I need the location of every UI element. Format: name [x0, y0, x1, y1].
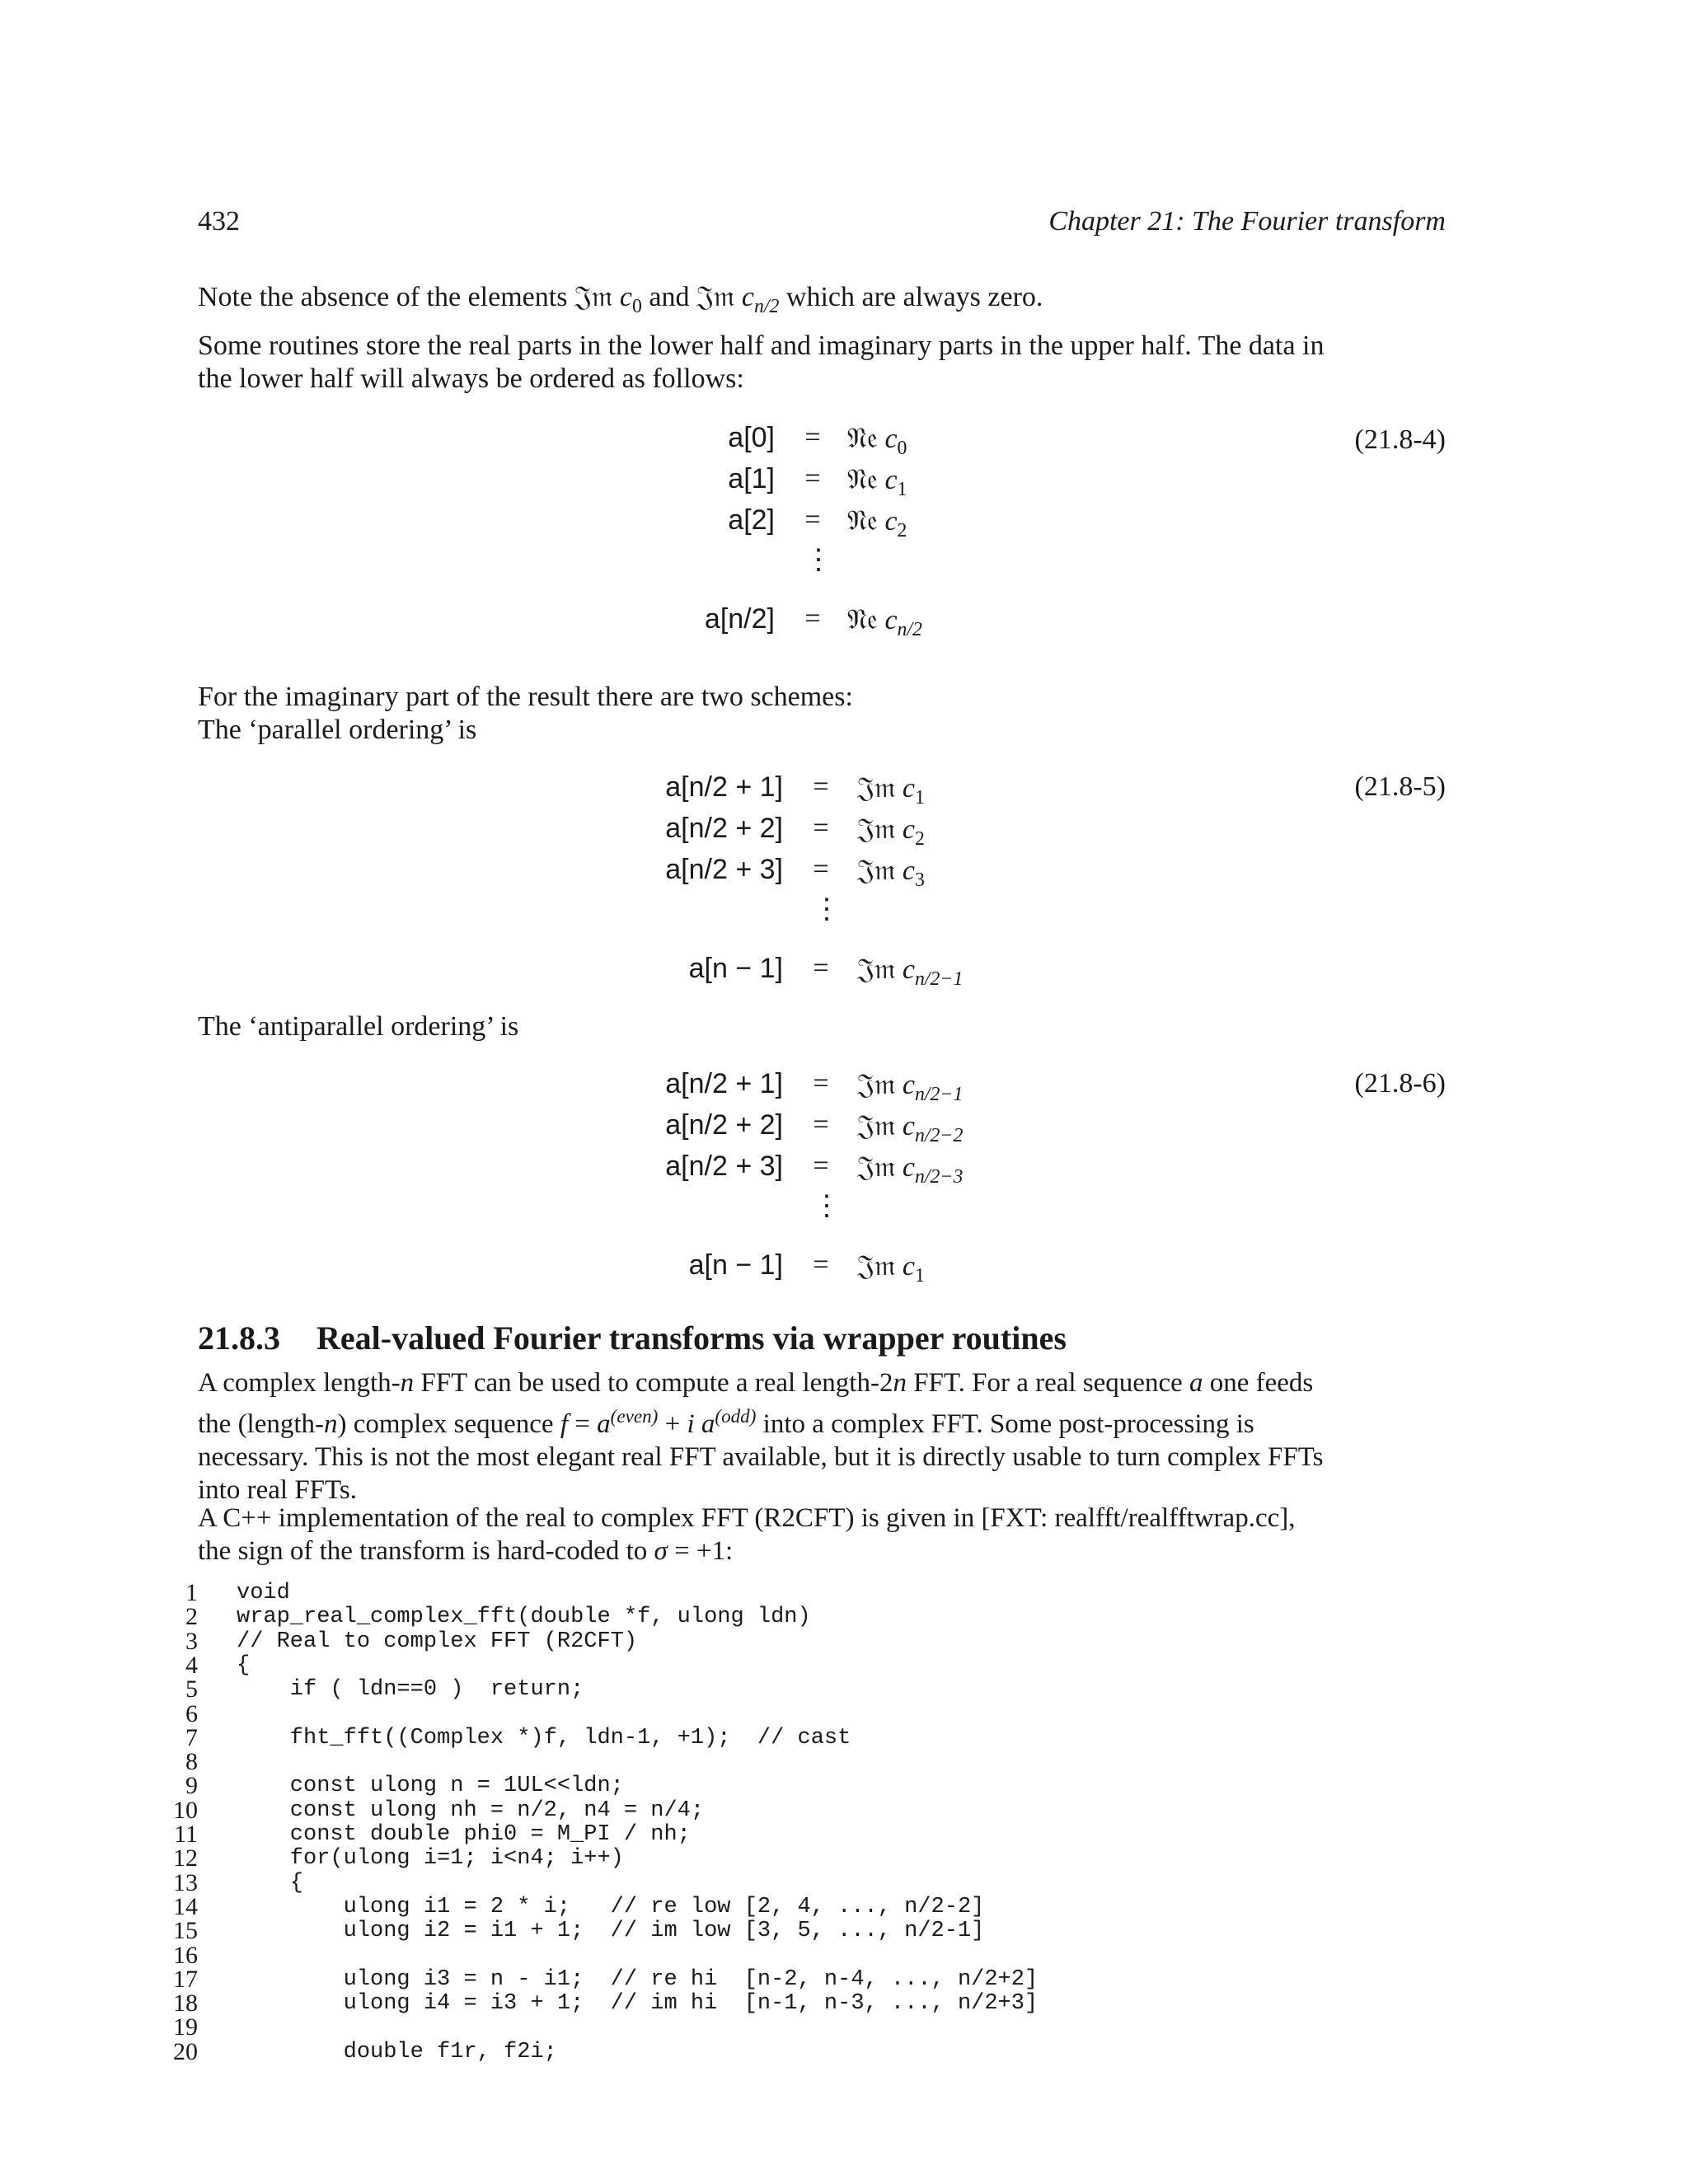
- eq-equals: =: [813, 771, 829, 802]
- vertical-ellipsis: ⋮: [813, 1191, 841, 1221]
- eq-rhs: 𝔍𝔪 $c_{n/2-1}$: [857, 953, 964, 990]
- eq-equals: =: [813, 813, 829, 843]
- eq-rhs: 𝔍𝔪 $c_1$: [857, 1249, 925, 1286]
- eq-rhs: 𝔑𝔢 $c_0$: [847, 422, 907, 459]
- code-line-text: {: [237, 1652, 251, 1678]
- eq-lhs: a[n/2]: [704, 603, 775, 635]
- eq-lhs: a[2]: [728, 504, 775, 536]
- code-line-number: 4: [185, 1651, 198, 1679]
- paragraph-cpp-implementation: A C++ implementation of the real to complex FFT (R2CFT) is given in [FXT: realfft/realfftwrap.cc], the sign of the transform is hard-coded to σ = +1:: [198, 1503, 1296, 1566]
- eq-lhs: a[n/2 + 3]: [665, 1151, 783, 1182]
- section-number: 21.8.3: [198, 1319, 280, 1357]
- eq-rhs: 𝔍𝔪 $c_3$: [857, 854, 925, 891]
- eq-lhs: a[n/2 + 1]: [665, 771, 783, 803]
- code-line-text: ulong i1 = 2 * i; // re low [2, 4, ..., n/2-2]: [237, 1894, 985, 1919]
- paragraph-wrapper-intro: A complex length-n FFT can be used to compute a real length-2n FFT. For a real sequence a one feeds the (length-n) complex sequence $f = a^{(even)} + i$ $a^{(odd)}$ into a complex FFT. Some post-processing is necessary. This is not the most elegant real FFT available, but it is directly usable to turn complex FFTs into real FFTs.: [198, 1368, 1324, 1505]
- code-line-text: wrap_real_complex_fft(double *f, ulong ldn): [237, 1605, 811, 1630]
- code-line-number: 1: [185, 1579, 198, 1606]
- code-line-text: ulong i2 = i1 + 1; // im low [3, 5, ..., n/2-1]: [237, 1919, 985, 1944]
- vertical-ellipsis: ⋮: [804, 545, 832, 575]
- code-line-number: 20: [173, 2037, 198, 2065]
- eq-lhs: a[n − 1]: [688, 953, 783, 984]
- eq-rhs: 𝔍𝔪 $c_{n/2-3}$: [857, 1151, 964, 1188]
- code-line-text: void: [237, 1581, 290, 1605]
- code-line-number: 3: [185, 1627, 198, 1655]
- code-line-text: double f1r, f2i;: [237, 2039, 557, 2064]
- code-line-text: const double phi0 = M_PI / nh;: [237, 1822, 691, 1847]
- code-line-number: 12: [173, 1844, 198, 1872]
- code-line-number: 19: [173, 2013, 198, 2041]
- eq-equals: =: [804, 603, 821, 634]
- code-line-text: ulong i4 = i3 + 1; // im hi [n-1, n-3, ..., n/2+3]: [237, 1991, 1039, 2017]
- code-line-text: const ulong n = 1UL<<ldn;: [237, 1774, 624, 1799]
- code-line-number: 2: [185, 1603, 198, 1631]
- equation-number-6: (21.8-6): [1354, 1068, 1446, 1099]
- eq-lhs: a[n/2 + 2]: [665, 813, 783, 844]
- eq-rhs: 𝔑𝔢 $c_1$: [847, 463, 907, 500]
- code-line-text: ulong i3 = n - i1; // re hi [n-2, n-4, ..., n/2+2]: [237, 1966, 1039, 1992]
- paragraph-antiparallel: The ‘antiparallel ordering’ is: [198, 1011, 519, 1042]
- code-line-text: for(ulong i=1; i<n4; i++): [237, 1846, 624, 1872]
- paragraph-storage: Some routines store the real parts in the lower half and imaginary parts in the upper half. The data in the lower half will always be ordered as follows:: [198, 330, 1325, 394]
- eq-lhs: a[1]: [728, 463, 775, 494]
- vertical-ellipsis: ⋮: [813, 894, 841, 925]
- code-line-number: 6: [185, 1699, 198, 1727]
- page-number: 432: [198, 206, 240, 237]
- eq-equals: =: [813, 1068, 829, 1099]
- code-line-number: 5: [185, 1675, 198, 1704]
- eq-rhs: 𝔑𝔢 $c_{n/2}$: [847, 603, 922, 640]
- code-line-number: 14: [173, 1892, 198, 1920]
- code-line-number: 18: [173, 1990, 198, 2018]
- code-line-number: 15: [173, 1917, 198, 1945]
- section-title: Real-valued Fourier transforms via wrapper routines: [316, 1319, 1067, 1357]
- code-line-number: 17: [173, 1965, 198, 1993]
- code-line-number: 7: [185, 1723, 198, 1751]
- eq-lhs: a[n/2 + 2]: [665, 1109, 783, 1141]
- eq-lhs: a[0]: [728, 422, 775, 453]
- section-heading: [198, 1319, 1067, 1357]
- eq-rhs: 𝔍𝔪 $c_1$: [857, 771, 925, 808]
- code-line-number: 10: [173, 1796, 198, 1824]
- code-line-text: {: [237, 1870, 304, 1896]
- eq-rhs: 𝔍𝔪 $c_{n/2-2}$: [857, 1109, 964, 1146]
- code-line-text: // Real to complex FFT (R2CFT): [237, 1629, 638, 1654]
- eq-equals: =: [813, 854, 829, 884]
- eq-equals: =: [804, 422, 821, 452]
- eq-equals: =: [813, 1151, 829, 1181]
- eq-equals: =: [813, 1249, 829, 1280]
- running-head: Chapter 21: The Fourier transform: [1048, 206, 1446, 237]
- code-line-number: 11: [174, 1821, 198, 1848]
- code-line-number: 16: [173, 1941, 198, 1969]
- code-line-number: 8: [185, 1748, 198, 1776]
- equation-number-4: (21.8-4): [1354, 424, 1446, 455]
- eq-equals: =: [804, 504, 821, 535]
- code-line-number: 9: [185, 1772, 198, 1800]
- eq-equals: =: [813, 1109, 829, 1140]
- eq-rhs: 𝔍𝔪 $c_{n/2-1}$: [857, 1068, 964, 1105]
- code-line-text: if ( ldn==0 ) return;: [237, 1677, 584, 1703]
- equation-number-5: (21.8-5): [1354, 771, 1446, 802]
- code-line-text: const ulong nh = n/2, n4 = n/4;: [237, 1797, 705, 1823]
- eq-equals: =: [813, 953, 829, 983]
- eq-rhs: 𝔍𝔪 $c_2$: [857, 813, 925, 850]
- eq-rhs: 𝔑𝔢 $c_2$: [847, 504, 907, 541]
- eq-lhs: a[n/2 + 3]: [665, 854, 783, 885]
- code-line-text: fht_fft((Complex *)f, ldn-1, +1); // cast: [237, 1725, 851, 1750]
- eq-lhs: a[n − 1]: [688, 1249, 783, 1281]
- code-line-number: 13: [173, 1868, 198, 1896]
- paragraph-zero-elements: Note the absence of the elements 𝔍𝔪 $c_0$ and 𝔍𝔪 $c_{n/2}$ which are always zero.: [198, 280, 1043, 317]
- eq-equals: =: [804, 463, 821, 494]
- eq-lhs: a[n/2 + 1]: [665, 1068, 783, 1099]
- paragraph-imaginary-schemes: For the imaginary part of the result there are two schemes: The ‘parallel ordering’ is: [198, 682, 853, 745]
